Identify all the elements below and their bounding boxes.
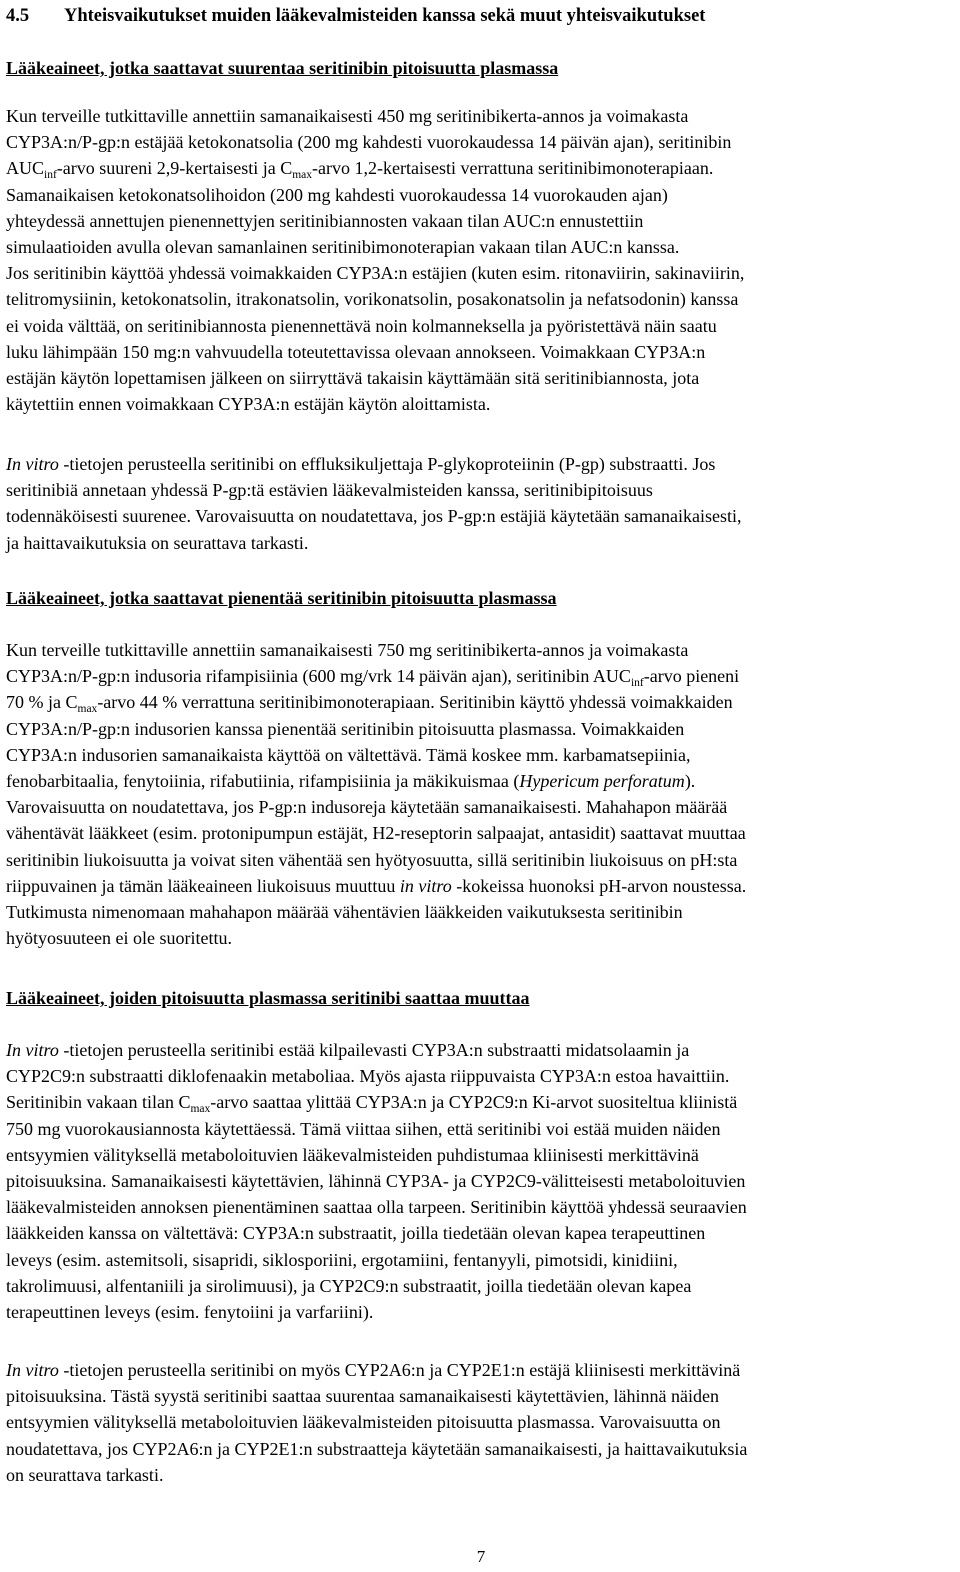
text-line: entsyymien välityksellä metaboloituvien lääkevalmisteiden pitoisuutta plasmassa. Varovaisuutta on	[6, 1412, 721, 1433]
text-line: käytettiin ennen voimakkaan CYP3A:n estäjän käytön aloittamista.	[6, 394, 491, 415]
text-line: todennäköisesti suurenee. Varovaisuutta on noudatettava, jos P-gp:n estäjiä käytetään samanaikaisesti,	[6, 506, 742, 527]
text-line: Seritinibin vakaan tilan $C_{max}$-arvo saattaa ylittää CYP3A:n ja CYP2C9:n Ki-arvot suositeltua kliinistä	[6, 1092, 738, 1116]
text-line: CYP2C9:n substraatti diklofenaakin metaboliaa. Myös ajasta riippuvaista CYP3A:n estoa havaittiin.	[6, 1066, 730, 1087]
text-line: pitoisuuksina. Samanaikaisesti käytettävien, lähinnä CYP3A- ja CYP2C9-välitteisesti metaboloituvien	[6, 1171, 746, 1192]
paragraph-ketoconazole	[6, 103, 956, 417]
text-line: CYP3A:n/P-gp:n indusoria rifampisiinia (600 mg/vrk 14 päivän ajan), seritinibin $AUC_{inf}$-arvo pieneni	[6, 666, 740, 690]
section-heading	[6, 3, 956, 29]
subsection-heading-decrease: Lääkeaineet, jotka saattavat pienentää seritinibin pitoisuutta plasmassa	[6, 588, 557, 608]
text-line: In vitro -tietojen perusteella seritinibi on myös CYP2A6:n ja CYP2E1:n estäjä kliinisesti merkittävinä	[6, 1360, 741, 1380]
text-line: Varovaisuutta on noudatettava, jos P-gp:n indusoreja käytetään samanaikaisesti. Mahahapon määrää	[6, 797, 728, 818]
text-line: vähentävät lääkkeet (esim. protonipumpun estäjät, H2-reseptorin salpaajat, antasidit) saattavat muuttaa	[6, 823, 746, 844]
subsection-heading-increase: Lääkeaineet, jotka saattavat suurentaa seritinibin pitoisuutta plasmassa	[6, 58, 559, 78]
text-line: 70 % ja $C_{max}$-arvo 44 % verrattuna seritinibimonoterapiaan. Seritinibin käyttö yhdessä voimakkaiden	[6, 692, 733, 716]
text-line: Samanaikaisen ketokonatsolihoidon (200 mg kahdesti vuorokaudessa 14 vuorokauden ajan)	[6, 184, 668, 205]
text-line: lääkevalmisteiden annoksen pienentäminen saattaa olla tarpeen. Seritinibin käyttöä yhdessä seuraavien	[6, 1197, 747, 1218]
text-line: simulaatioiden avulla olevan samanlainen seritinibimonoterapian vakaan tilan AUC:n kanssa.	[6, 237, 680, 258]
text-line: Kun terveille tutkittaville annettiin samanaikaisesti 750 mg seritinibikerta-annos ja voimakasta	[6, 640, 689, 660]
text-line: $AUC_{inf}$-arvo suureni 2,9-kertaisesti ja $C_{max}$-arvo 1,2-kertaisesti verrattuna seritinibimonoterapiaan.	[6, 158, 714, 182]
text-line: fenobarbitaalia, fenytoiinia, rifabutiinia, rifampisiinia ja mäkikuismaa (Hypericum perforatum).	[6, 771, 696, 792]
section-title: Yhteisvaikutukset muiden lääkevalmisteiden kanssa sekä muut yhteisvaikutukset	[64, 6, 706, 26]
text-line: seritinibin liukoisuutta ja voivat siten vähentää sen hyötyosuutta, sillä seritinibin liukoisuus on pH:sta	[6, 849, 738, 870]
text-line: pitoisuuksina. Tästä syystä seritinibi saattaa suurentaa samanaikaisesti käytettävien, lähinnä näiden	[6, 1386, 719, 1407]
paragraph-cyp-inhibition	[6, 1037, 956, 1325]
text-line: Kun terveille tutkittaville annettiin samanaikaisesti 450 mg seritinibikerta-annos ja voimakasta	[6, 106, 689, 126]
text-line: terapeuttinen leveys (esim. fenytoiini ja varfariini).	[6, 1302, 374, 1323]
text-line: CYP3A:n/P-gp:n indusorien kanssa pienentää seritinibin pitoisuutta plasmassa. Voimakkaiden	[6, 718, 685, 739]
text-line: leveys (esim. astemitsoli, sisapridi, siklosporiini, ergotamiini, fentanyyli, pimotsidi, kinidiini,	[6, 1249, 678, 1270]
paragraph-cyp2a6-2e1	[6, 1357, 956, 1488]
text-line: In vitro -tietojen perusteella seritinibi on effluksikuljettaja P-glykoproteiinin (P-gp) substraatti. Jos	[6, 454, 716, 474]
text-line: Jos seritinibin käyttöä yhdessä voimakkaiden CYP3A:n estäjien (kuten esim. ritonaviirin, sakinaviirin,	[6, 263, 745, 284]
paragraph-pgp-substrate	[6, 451, 956, 556]
text-line: takrolimuusi, alfentaniili ja sirolimuusi), ja CYP2C9:n substraatit, joilla tiedetään olevan kapea	[6, 1275, 692, 1296]
text-line: telitromysiinin, ketokonatsolin, itrakonatsolin, vorikonatsolin, posakonatsolin ja nefatsodonin) kanssa	[6, 289, 739, 310]
text-line: yhteydessä annettujen pienennettyjen seritinibiannosten vakaan tilan AUC:n ennustettiin	[6, 210, 644, 231]
text-line: In vitro -tietojen perusteella seritinibi estää kilpailevasti CYP3A:n substraatti midatsolaamin ja	[6, 1040, 690, 1060]
text-line: riippuvainen ja tämän lääkeaineen liukoisuus muuttuu in vitro -kokeissa huonoksi pH-arvon noustessa.	[6, 875, 747, 896]
paragraph-rifampicin	[6, 637, 956, 951]
text-line: noudatettava, jos CYP2A6:n ja CYP2E1:n substraatteja käytetään samanaikaisesti, ja haittavaikutuksia	[6, 1438, 748, 1459]
text-line: ja haittavaikutuksia on seurattava tarkasti.	[6, 532, 309, 553]
text-line: entsyymien välityksellä metaboloituvien lääkevalmisteiden puhdistumaa kliinisesti merkittävinä	[6, 1144, 699, 1165]
text-line: Tutkimusta nimenomaan mahahapon määrää vähentävien lääkkeiden vaikutuksesta seritinibin	[6, 902, 683, 923]
page-number: 7	[476, 1547, 486, 1566]
text-line: seritinibiä annetaan yhdessä P-gp:tä estävien lääkevalmisteiden kanssa, seritinibipitoisuus	[6, 480, 653, 501]
text-line: 750 mg vuorokausiannosta käytettäessä. Tämä viittaa siihen, että seritinibi voi estää muiden näiden	[6, 1118, 721, 1139]
text-line: CYP3A:n/P-gp:n estäjää ketokonatsolia (200 mg kahdesti vuorokaudessa 14 päivän ajan), seritinibin	[6, 132, 732, 153]
text-line: on seurattava tarkasti.	[6, 1464, 164, 1485]
text-line: ei voida välttää, on seritinibiannosta pienennettävä noin kolmanneksella ja pyöristettävä näin saatu	[6, 315, 717, 336]
section-number: 4.5	[6, 6, 30, 26]
text-line: CYP3A:n indusorien samanaikaista käyttöä on vältettävä. Tämä koskee mm. karbamatsepiinia,	[6, 744, 691, 765]
text-line: luku lähimpään 150 mg:n vahvuudella toteutettavissa olevaan annokseen. Voimakkaan CYP3A:n	[6, 341, 706, 362]
text-line: lääkkeiden kanssa on vältettävä: CYP3A:n substraatit, joilla tiedetään olevan kapea terapeuttinen	[6, 1223, 706, 1244]
text-line: hyötyosuuteen ei ole suoritettu.	[6, 928, 232, 949]
text-line: estäjän käytön lopettamisen jälkeen on siirryttävä takaisin käyttämään sitä seritinibiannosta, jota	[6, 368, 700, 389]
subsection-heading-affected: Lääkeaineet, joiden pitoisuutta plasmassa seritinibi saattaa muuttaa	[6, 988, 530, 1008]
